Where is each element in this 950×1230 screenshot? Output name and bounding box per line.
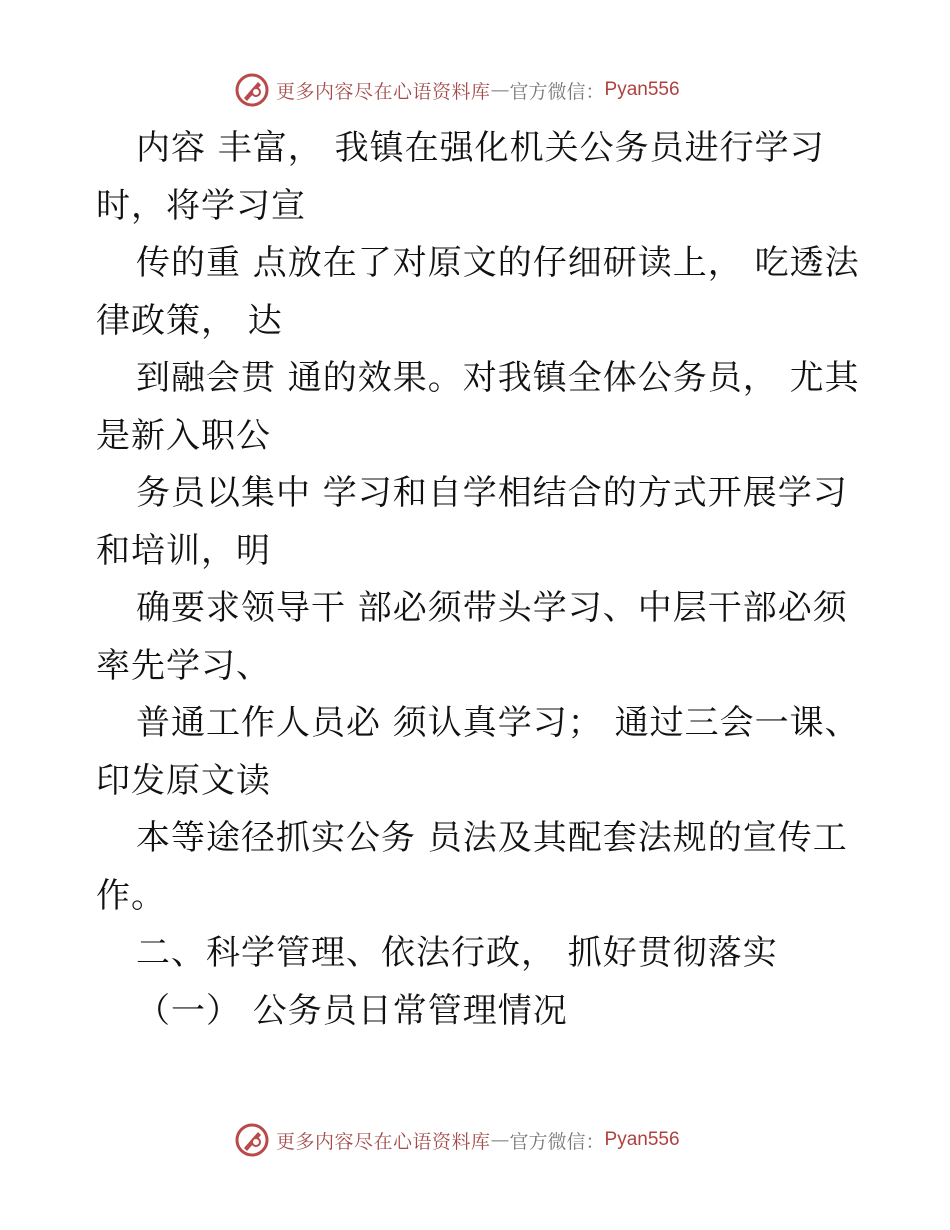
watermark-separator: — <box>490 1129 510 1151</box>
subsection-heading: （一） 公务员日常管理情况 <box>136 990 568 1031</box>
watermark-text: 更多内容尽在心语资料库 <box>276 80 491 103</box>
text-line: 率先学习、 <box>96 645 271 686</box>
text-line: 时，将学习宣 <box>96 185 306 226</box>
text-line: 本等途径抓实公务 员法及其配套法规的宣传工 <box>136 818 848 858</box>
text-line: 确要求领导干 部必须带头学习、中层干部必须 <box>136 588 848 628</box>
watermark-label: 官方微信： <box>509 80 605 103</box>
text-line: 务员以集中 学习和自学相结合的方式开展学习 <box>136 473 848 513</box>
text-line: 内容 丰富， 我镇在强化机关公务员进行学习 <box>136 128 825 168</box>
header-watermark <box>234 70 680 110</box>
pen-logo-icon <box>234 72 270 108</box>
text-line: 印发原文读 <box>96 760 271 801</box>
text-line: 传的重 点放在了对原文的仔细研读上， 吃透法 <box>136 243 860 283</box>
body-paragraph <box>96 120 886 1040</box>
watermark-text: 更多内容尽在心语资料库 <box>276 1130 491 1153</box>
text-line: 是新入职公 <box>96 415 271 456</box>
text-line: 和培训，明 <box>96 530 271 571</box>
text-line: 到融会贯 通的效果。对我镇全体公务员， 尤其 <box>136 358 860 398</box>
watermark-label: 官方微信： <box>509 1130 605 1153</box>
pen-logo-icon <box>234 1122 270 1158</box>
watermark-separator: — <box>490 79 510 101</box>
watermark-wechat-id: Pyan556 <box>604 1129 680 1150</box>
text-line: 律政策， 达 <box>96 300 283 341</box>
watermark-wechat-id: Pyan556 <box>604 79 680 100</box>
text-line: 作。 <box>96 875 166 916</box>
section-heading: 二、科学管理、依法行政， 抓好贯彻落实 <box>136 933 778 973</box>
text-line: 普通工作人员必 须认真学习； 通过三会一课、 <box>136 703 860 743</box>
footer-watermark <box>234 1120 680 1160</box>
